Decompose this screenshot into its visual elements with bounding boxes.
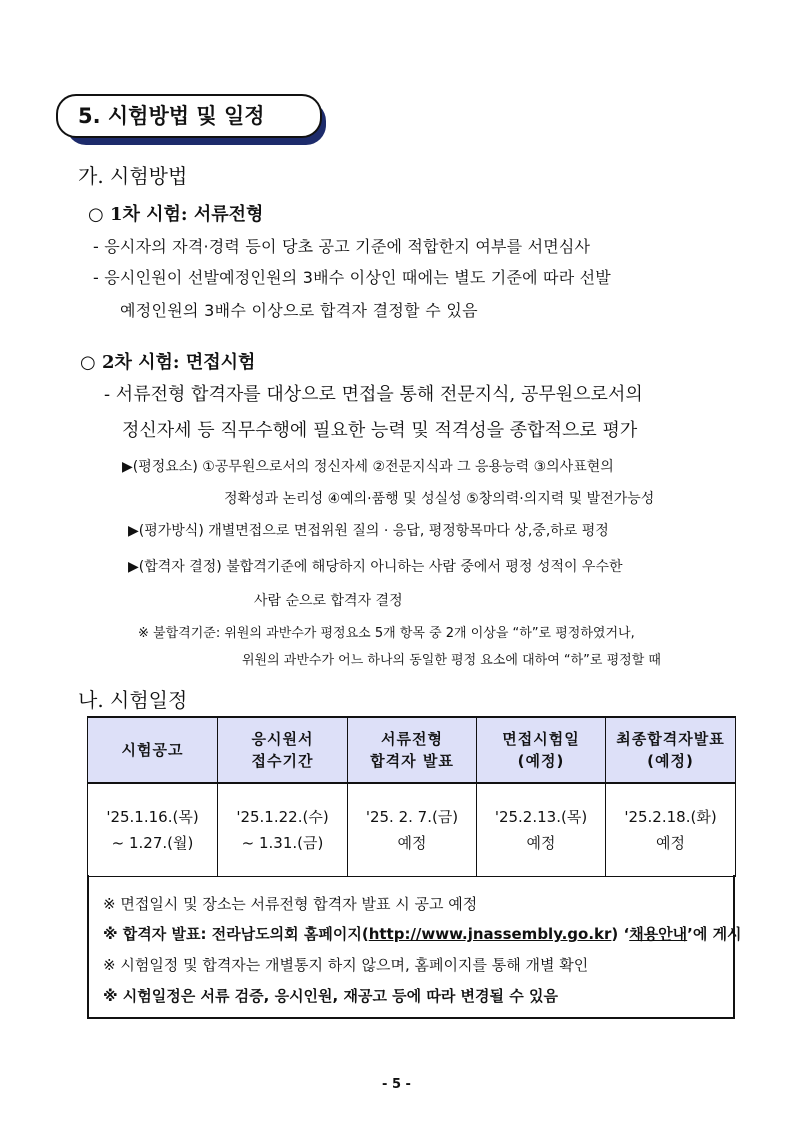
schedule-heading: 나. 시험일정 bbox=[78, 688, 188, 712]
cell-interview-date: '25.2.13.(목) 예정 bbox=[477, 783, 606, 877]
method-heading: 가. 시험방법 bbox=[78, 164, 188, 188]
first-exam-bullet-2-cont: 예정인원의 3배수 이상으로 합격자 결정할 수 있음 bbox=[120, 301, 478, 320]
fail-criteria-note-line-2: 위원의 과반수가 어느 하나의 동일한 평정 요소에 대하여 “하”로 평정할 때 bbox=[242, 653, 661, 668]
first-exam-bullet-2: - 응시인원이 선발예정인원의 3배수 이상인 때에는 별도 기준에 따라 선발 bbox=[93, 268, 611, 287]
recruitment-menu-link[interactable]: 채용안내 bbox=[629, 925, 688, 943]
second-exam-heading: ○ 2차 시험: 면접시험 bbox=[80, 352, 256, 373]
cell-application-period: '25.1.22.(수) ~ 1.31.(금) bbox=[218, 783, 348, 877]
eval-method-line: ▶(평가방식) 개별면접으로 면접위원 질의 · 응답, 평정항목마다 상,중,하로 평정 bbox=[128, 523, 609, 539]
homepage-link[interactable]: http://www.jnassembly.go.kr bbox=[368, 925, 612, 943]
cell-final-result: '25.2.18.(화) 예정 bbox=[606, 783, 736, 877]
pass-decision-line-2: 사람 순으로 합격자 결정 bbox=[254, 593, 403, 609]
schedule-date-row bbox=[88, 783, 736, 877]
pass-decision-line-1: ▶(합격자 결정) 불합격기준에 해당하지 아니하는 사람 중에서 평정 성적이 우수한 bbox=[128, 559, 623, 575]
page-number: - 5 - bbox=[382, 1077, 411, 1092]
note-no-individual-notice: ※ 시험일정 및 합격자는 개별통지 하지 않으며, 홈페이지를 통해 개별 확인 bbox=[103, 956, 589, 974]
header-final-result: 최종합격자발표 (예정) bbox=[606, 717, 736, 783]
schedule-table bbox=[87, 716, 736, 877]
eval-factors-line-1: ▶(평정요소) ①공무원으로서의 정신자세 ②전문지식과 그 응용능력 ③의사표현의 bbox=[122, 459, 614, 475]
second-exam-bullet-line-2: 정신자세 등 직무수행에 필요한 능력 및 적격성을 종합적으로 평가 bbox=[122, 420, 638, 441]
header-document-result: 서류전형 합격자 발표 bbox=[348, 717, 477, 783]
header-interview-date: 면접시험일 (예정) bbox=[477, 717, 606, 783]
cell-announcement: '25.1.16.(목) ~ 1.27.(월) bbox=[88, 783, 218, 877]
first-exam-heading: ○ 1차 시험: 서류전형 bbox=[88, 204, 264, 225]
note-result-announcement: ※ 합격자 발표: 전라남도의회 홈페이지(http://www.jnassembly.go.kr) ‘채용안내’에 게시 bbox=[103, 925, 742, 943]
schedule-header-row bbox=[88, 717, 736, 783]
cell-document-result: '25. 2. 7.(금) 예정 bbox=[348, 783, 477, 877]
section-title: 5. 시험방법 및 일정 bbox=[56, 94, 322, 138]
note-schedule-change: ※ 시험일정은 서류 검증, 응시인원, 재공고 등에 따라 변경될 수 있음 bbox=[103, 987, 558, 1005]
header-announcement: 시험공고 bbox=[88, 717, 218, 783]
eval-factors-line-2: 정확성과 논리성 ④예의·품행 및 성실성 ⑤창의력·의지력 및 발전가능성 bbox=[224, 491, 655, 507]
first-exam-bullet-1: - 응시자의 자격·경력 등이 당초 공고 기준에 적합한지 여부를 서면심사 bbox=[93, 237, 591, 256]
second-exam-bullet-line-1: - 서류전형 합격자를 대상으로 면접을 통해 전문지식, 공무원으로서의 bbox=[104, 384, 643, 405]
note-interview-venue: ※ 면접일시 및 장소는 서류전형 합격자 발표 시 공고 예정 bbox=[103, 895, 478, 913]
schedule-notes-box bbox=[87, 875, 742, 1019]
fail-criteria-note-line-1: ※ 불합격기준: 위원의 과반수가 평정요소 5개 항목 중 2개 이상을 “하”로 평정하였거나, bbox=[138, 626, 635, 641]
header-application-period: 응시원서 접수기간 bbox=[218, 717, 348, 783]
